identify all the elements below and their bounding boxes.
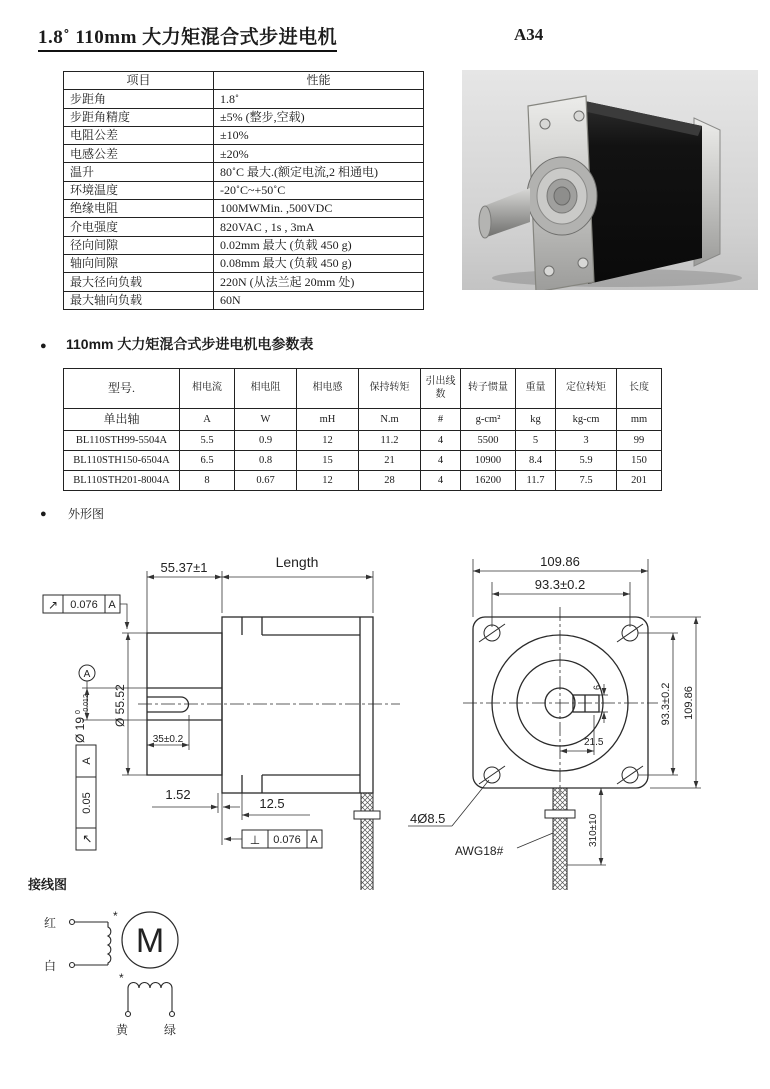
cell: 0.9 — [235, 431, 297, 451]
wiring-diagram — [0, 872, 300, 1072]
table-row — [64, 181, 424, 199]
unit-cell: mm — [617, 409, 662, 431]
unit-cell: mH — [297, 409, 359, 431]
spec-header-perf: 性能 — [214, 72, 424, 90]
wiring-section-heading: 接线图 — [28, 877, 68, 892]
svg-text:0.076: 0.076 — [273, 834, 301, 846]
dim-key-end: 21.5 — [584, 737, 604, 748]
params-table — [63, 368, 662, 491]
cell: 5.9 — [556, 451, 617, 471]
lead-label-green: 绿 — [163, 1023, 177, 1037]
cell: 温升 — [64, 163, 214, 181]
col-header: 型号. — [64, 369, 180, 409]
unit-cell: N.m — [359, 409, 421, 431]
page-title: 1.8˚ 110mm 大力矩混合式步进电机 — [38, 22, 337, 52]
cell: 11.2 — [359, 431, 421, 451]
cell: 60N — [214, 291, 424, 309]
dim-pilot-dia: Ø 55.52 — [113, 684, 127, 727]
unit-cell: g-cm² — [461, 409, 516, 431]
table-row — [64, 200, 424, 218]
cell: 0.67 — [235, 471, 297, 491]
cell: 12 — [297, 431, 359, 451]
unit-cell: # — [421, 409, 461, 431]
motor-symbol: M — [135, 922, 165, 960]
dim-body-width: 109.86 — [540, 554, 580, 569]
table-row — [64, 291, 424, 309]
side-view-outline — [147, 617, 373, 793]
dim-cable-offset: 12.5 — [259, 796, 285, 811]
terminal-white — [70, 963, 75, 968]
cell: 12 — [297, 471, 359, 491]
runout-symbol: ↗ — [47, 598, 59, 612]
unit-cell: kg — [516, 409, 556, 431]
svg-text:A: A — [83, 669, 91, 680]
page-code: A34 — [514, 25, 544, 44]
cell: 201 — [617, 471, 662, 491]
cell: 99 — [617, 431, 662, 451]
phase-mark-a: * — [113, 909, 118, 923]
lead-label-white: 白 — [44, 959, 57, 973]
cell: 100MWMin. ,500VDC — [214, 200, 424, 218]
cable-ring — [545, 810, 575, 818]
perpendicularity-frame — [242, 830, 322, 848]
outline-drawing — [0, 545, 770, 890]
bullet-icon: ● — [40, 340, 47, 352]
cell: 电感公差 — [64, 145, 214, 163]
runout-symbol: ↗ — [80, 833, 94, 845]
cell: 80˚C 最大.(额定电流,2 相通电) — [214, 163, 424, 181]
col-header: 引出线数 — [421, 369, 461, 409]
cell: 0.02mm 最大 (负载 450 g) — [214, 236, 424, 254]
svg-text:0.05: 0.05 — [81, 792, 93, 814]
table-row — [64, 254, 424, 272]
terminal-yellow — [126, 1012, 131, 1017]
dim-key-height: 6 — [592, 684, 602, 690]
cable-ring — [354, 811, 380, 819]
dim-pilot-depth: 1.52 — [165, 787, 191, 802]
cell: 5500 — [461, 431, 516, 451]
cable-length-label: 310±10 — [588, 813, 599, 847]
phase-mark-b: * — [119, 971, 124, 985]
cell: 10900 — [461, 451, 516, 471]
col-header: 相电阻 — [235, 369, 297, 409]
col-header: 转子惯量 — [461, 369, 516, 409]
svg-text:0: 0 — [75, 710, 82, 714]
cell: 28 — [359, 471, 421, 491]
dim-body-height: 109.86 — [683, 686, 695, 720]
cell: 介电强度 — [64, 218, 214, 236]
side-view-cable — [361, 793, 373, 890]
model-cell: BL110STH201-8004A — [64, 471, 180, 491]
holes-label: 4Ø8.5 — [410, 811, 446, 826]
table-row — [64, 431, 662, 451]
product-photo — [462, 70, 758, 290]
svg-text:0.076: 0.076 — [70, 599, 98, 611]
svg-text:Ø 19: Ø 19 — [73, 716, 87, 743]
col-header: 长度 — [617, 369, 662, 409]
cell: 绝缘电阻 — [64, 200, 214, 218]
cell: 最大轴向负载 — [64, 291, 214, 309]
model-cell: BL110STH150-6504A — [64, 451, 180, 471]
cell: 21 — [359, 451, 421, 471]
unit-cell: A — [180, 409, 235, 431]
dim-flange-depth: 55.37±1 — [160, 560, 208, 575]
col-header: 相电流 — [180, 369, 235, 409]
cell: 步距角 — [64, 90, 214, 108]
table-row — [64, 369, 662, 409]
cell: 820VAC , 1s , 3mA — [214, 218, 424, 236]
params-section-heading: 110mm 大力矩混合式步进电机电参数表 — [66, 336, 314, 352]
cell: 电阻公差 — [64, 126, 214, 144]
table-row — [64, 451, 662, 471]
table-row — [64, 72, 424, 90]
cell: 4 — [421, 471, 461, 491]
cell: 11.7 — [516, 471, 556, 491]
unit-cell: W — [235, 409, 297, 431]
table-row — [64, 108, 424, 126]
cell: ±5% (整步,空载) — [214, 108, 424, 126]
unit-cell: 单出轴 — [64, 409, 180, 431]
table-row — [64, 163, 424, 181]
svg-text:A: A — [310, 834, 318, 846]
spec-header-item: 项目 — [64, 72, 214, 90]
wire-gauge-label: AWG18# — [455, 844, 504, 858]
cell: 0.8 — [235, 451, 297, 471]
cell: 环境温度 — [64, 181, 214, 199]
col-header: 保持转矩 — [359, 369, 421, 409]
unit-cell: kg-cm — [556, 409, 617, 431]
table-row — [64, 90, 424, 108]
lead-label-yellow: 黄 — [115, 1023, 129, 1037]
bullet-icon: ● — [40, 508, 47, 520]
cell: 径向间隙 — [64, 236, 214, 254]
svg-text:A: A — [108, 599, 116, 611]
cell: 3 — [556, 431, 617, 451]
cell: 0.08mm 最大 (负载 450 g) — [214, 254, 424, 272]
col-header: 相电感 — [297, 369, 359, 409]
model-cell: BL110STH99-5504A — [64, 431, 180, 451]
datum-a-symbol — [79, 665, 95, 681]
cell: 16200 — [461, 471, 516, 491]
terminal-green — [170, 1012, 175, 1017]
cell: 轴向间隙 — [64, 254, 214, 272]
table-row — [64, 145, 424, 163]
cell: 6.5 — [180, 451, 235, 471]
svg-text:A: A — [81, 757, 93, 765]
table-row — [64, 236, 424, 254]
svg-text:-0.012: -0.012 — [83, 694, 90, 714]
cell: 1.8˚ — [214, 90, 424, 108]
cell: 5.5 — [180, 431, 235, 451]
cell: 步距角精度 — [64, 108, 214, 126]
dim-length: Length — [275, 554, 319, 570]
dim-hole-spacing-h: 93.3±0.2 — [534, 577, 586, 592]
lead-label-red: 红 — [44, 916, 57, 930]
cell: 最大径向负载 — [64, 273, 214, 291]
dim-shaft-dia — [73, 694, 90, 743]
table-row — [64, 409, 662, 431]
spec-table — [63, 71, 424, 310]
cell: 7.5 — [556, 471, 617, 491]
dim-hole-spacing-v: 93.3±0.2 — [660, 682, 672, 726]
table-row — [64, 218, 424, 236]
col-header: 重量 — [516, 369, 556, 409]
cell: 220N (从法兰起 20mm 处) — [214, 273, 424, 291]
table-row — [64, 471, 662, 491]
mounting-holes — [479, 624, 643, 784]
terminal-red — [70, 920, 75, 925]
cell: 5 — [516, 431, 556, 451]
perpendicularity-symbol: ⊥ — [249, 833, 261, 847]
front-view-cable — [553, 788, 567, 890]
cell: 8.4 — [516, 451, 556, 471]
shaft-runout-frame — [76, 745, 96, 850]
cell: -20˚C~+50˚C — [214, 181, 424, 199]
cell: ±10% — [214, 126, 424, 144]
cell: ±20% — [214, 145, 424, 163]
cell: 4 — [421, 451, 461, 471]
face-runout-frame — [43, 595, 120, 613]
table-row — [64, 273, 424, 291]
phase-a-coil — [108, 922, 111, 965]
dim-shaft-flat: 35±0.2 — [152, 734, 184, 745]
cell: 150 — [617, 451, 662, 471]
cell: 15 — [297, 451, 359, 471]
outline-section-heading: 外形图 — [68, 507, 105, 521]
phase-b-coil — [128, 983, 172, 1013]
front-view-outline — [473, 617, 648, 788]
col-header: 定位转矩 — [556, 369, 617, 409]
table-row — [64, 126, 424, 144]
cell: 8 — [180, 471, 235, 491]
cell: 4 — [421, 431, 461, 451]
